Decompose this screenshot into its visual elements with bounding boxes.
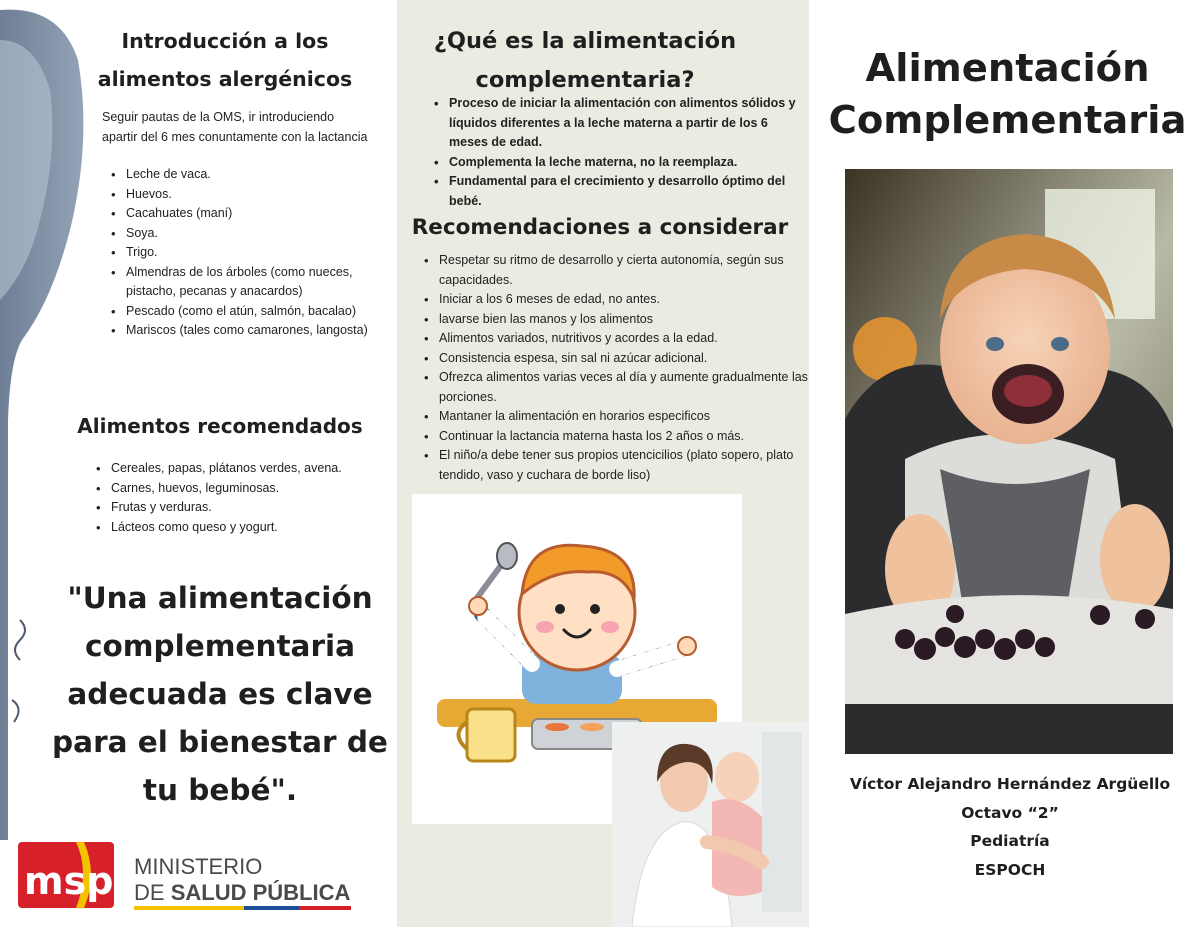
main-title-line1: Alimentación (865, 46, 1150, 91)
list-item: • Cacahuates (maní) (126, 204, 396, 224)
list-item: • Huevos. (126, 185, 396, 205)
list-item: • Respetar su ritmo de desarrollo y cierta autonomía, según sus capacidades. (439, 251, 809, 290)
list-item: • lavarse bien las manos y los alimentos (439, 310, 809, 330)
logo-letters: msp (24, 859, 114, 903)
intro-title: Introducción a los alimentos alergénicos (97, 29, 353, 91)
list-item: • Fundamental para el crecimiento y desarrollo óptimo del bebé. (449, 172, 799, 211)
intro-text: Seguir pautas de la OMS, ir introduciendo apartir del 6 mes conuntamente con la lactancia (102, 110, 368, 144)
list-item: • Almendras de los árboles (como nueces, pistacho, pecanas y anacardos) (126, 263, 396, 302)
list-item: • Soya. (126, 224, 396, 244)
list-item: • Frutas y verduras. (111, 498, 411, 518)
baby-with-berries-photo (845, 169, 1173, 754)
list-item: • El niño/a debe tener sus propios utencicilios (plato sopero, plato tendido, vaso y cuchara de borde liso) (439, 446, 809, 485)
logo-line2b: SALUD PÚBLICA (170, 880, 351, 905)
left-panel (0, 0, 400, 927)
main-title-line2: Complementaria (828, 98, 1187, 143)
msp-logo (18, 840, 358, 916)
author-name: Víctor Alejandro Hernández Argüello (849, 775, 1171, 793)
quote: "Una alimentación complementaria adecuada es clave para el bienestar de tu bebé". (52, 581, 388, 807)
institution: ESPOCH (974, 860, 1046, 879)
recommended-title: Alimentos recomendados (77, 414, 363, 438)
list-item: • Proceso de iniciar la alimentación con alimentos sólidos y líquidos diferentes a la leche materna a partir de los 6 meses de edad. (449, 94, 799, 153)
list-item: • Leche de vaca. (126, 165, 396, 185)
list-item: • Consistencia espesa, sin sal ni azúcar adicional. (439, 349, 809, 369)
main-title (815, 43, 1200, 147)
what-title: ¿Qué es la alimentación complementaria? (433, 28, 737, 93)
subject: Pediatría (970, 832, 1050, 850)
list-item: • Cereales, papas, plátanos verdes, avena. (111, 459, 411, 479)
list-item: • Iniciar a los 6 meses de edad, no antes. (439, 290, 809, 310)
list-item: • Lácteos como queso y yogurt. (111, 518, 411, 538)
msp-logo-icon (18, 840, 358, 916)
logo-line1: MINISTERIO (134, 854, 263, 879)
list-item: • Ofrezca alimentos varias veces al día y aumente gradualmente las porciones. (439, 368, 809, 407)
allergen-list (102, 165, 396, 341)
list-item: • Carnes, huevos, leguminosas. (111, 479, 411, 499)
considerations-list (415, 251, 809, 485)
list-item: • Trigo. (126, 243, 396, 263)
list-item: • Continuar la lactancia materna hasta los 2 años o más. (439, 427, 809, 447)
list-item: • Complementa la leche materna, no la reemplaza. (449, 153, 799, 173)
mother-holding-baby-photo (612, 722, 809, 927)
considerations-title: Recomendaciones a considerar (411, 215, 789, 240)
list-item: • Alimentos variados, nutritivos y acordes a la edad. (439, 329, 809, 349)
course: Octavo “2” (961, 803, 1059, 822)
what-list (425, 94, 799, 211)
svg-text:DE SALUD PÚBLICA (134, 880, 350, 905)
list-item: • Mantaner la alimentación en horarios especificos (439, 407, 809, 427)
recommended-list (87, 459, 411, 537)
author-block (830, 770, 1190, 884)
list-item: • Mariscos (tales como camarones, langosta) (126, 321, 396, 341)
list-item: • Pescado (como el atún, salmón, bacalao) (126, 302, 396, 322)
logo-line2a: DE (134, 880, 171, 905)
